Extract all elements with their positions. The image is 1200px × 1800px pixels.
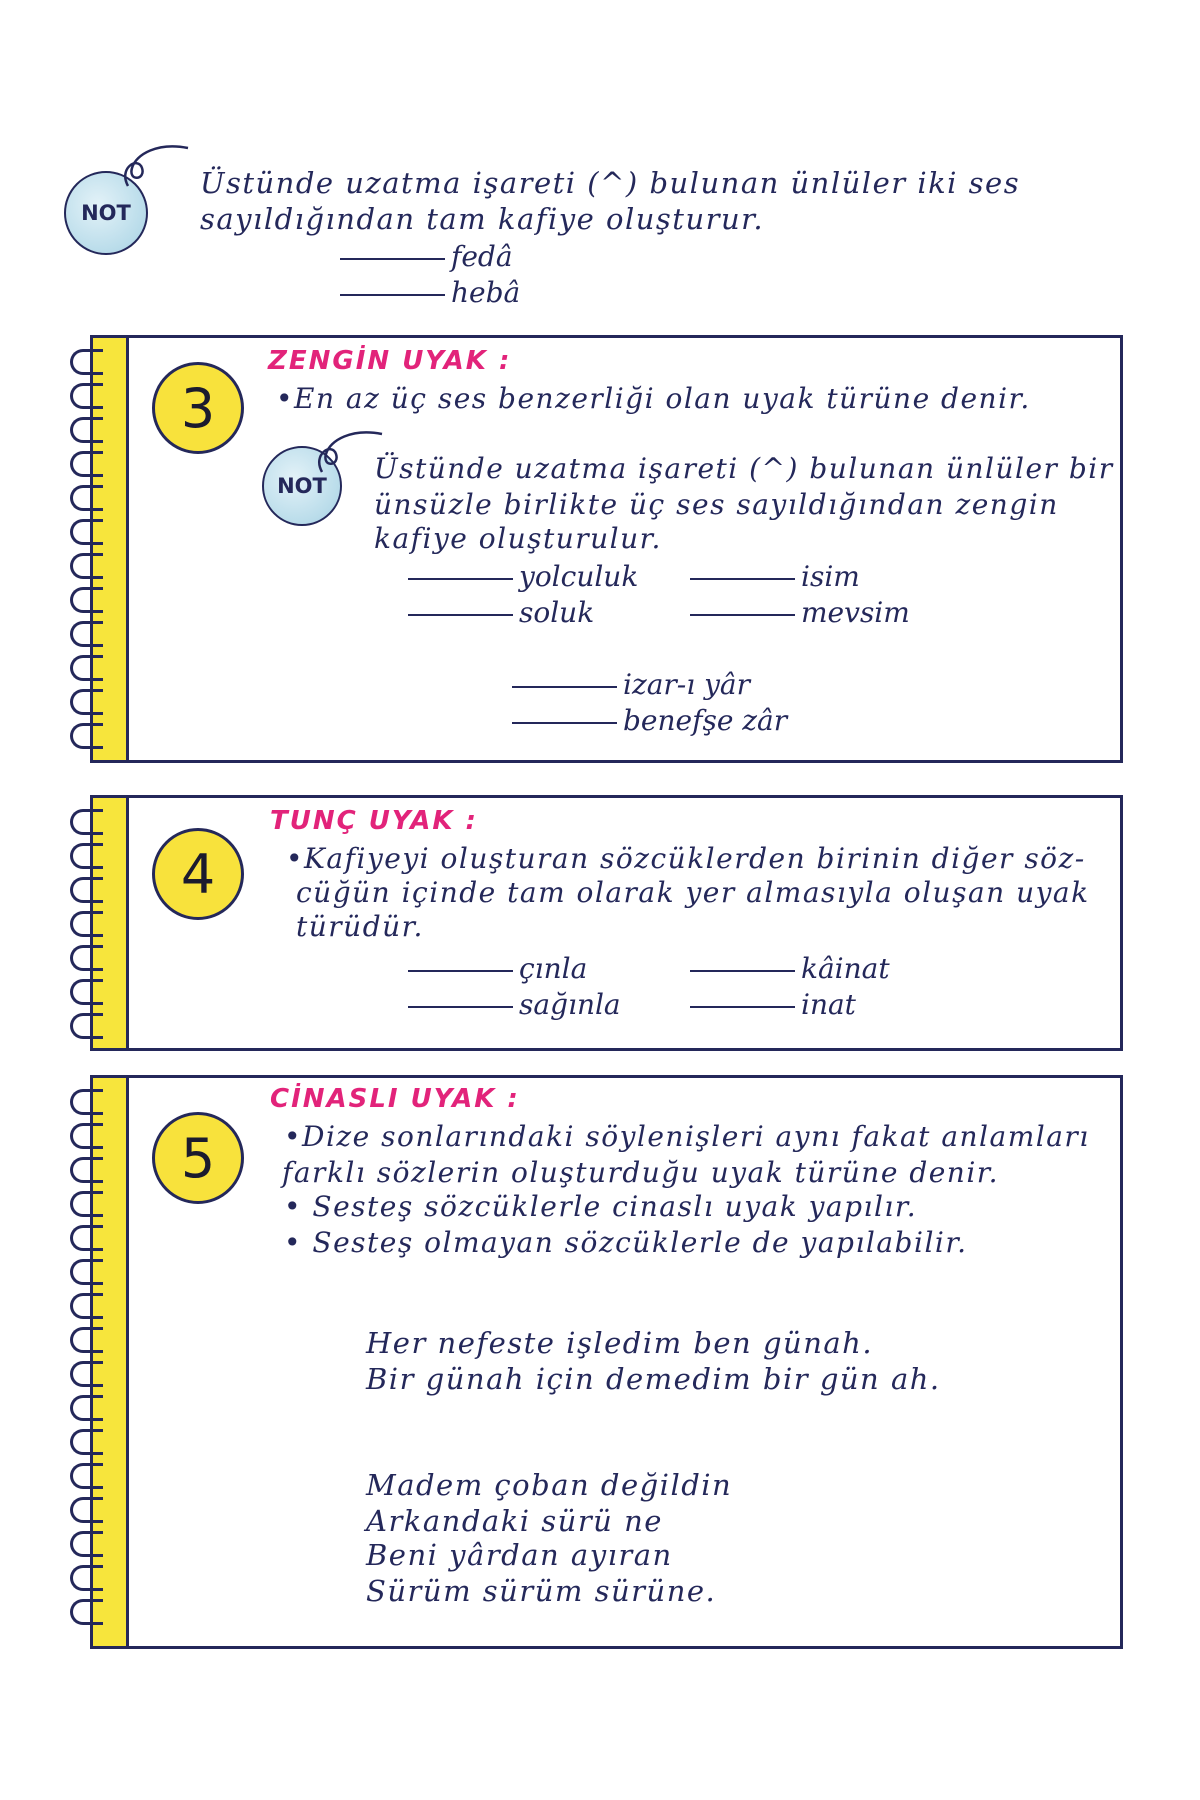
example-row: [690, 988, 856, 1021]
section-heading: TUNÇ UYAK :: [270, 806, 478, 836]
spiral-ring: [70, 1123, 103, 1149]
spiral-ring: [70, 1565, 103, 1591]
verse-line: Sürüm sürüm sürüne.: [366, 1574, 717, 1608]
spiral-ring: [70, 1497, 103, 1523]
top-note-line-1: Üstünde uzatma işareti (^) bulunan ünlüler iki ses: [200, 166, 1021, 200]
example-word: mevsim: [801, 596, 910, 629]
spiral-ring: [70, 1463, 103, 1489]
example-word: çınla: [519, 952, 588, 985]
spiral-ring: [70, 877, 103, 903]
example-word: isim: [801, 560, 860, 593]
spiral-ring: [70, 1089, 103, 1115]
top-note-line-2: sayıldığından tam kafiye oluşturur.: [200, 202, 765, 236]
spiral-rings: [70, 1075, 114, 1643]
blank-line: [408, 1006, 513, 1008]
example-row: [512, 704, 787, 737]
bullet-text: • Sesteş sözcüklerle cinaslı uyak yapılır.: [284, 1190, 918, 1223]
spiral-ring: [70, 911, 103, 937]
spiral-rings: [70, 795, 114, 1045]
spiral-ring: [70, 417, 103, 443]
example-row: [690, 952, 890, 985]
not-badge-label: NOT: [81, 201, 131, 225]
spiral-ring: [70, 1157, 103, 1183]
spiral-ring: [70, 519, 103, 545]
blank-line: [512, 686, 617, 688]
spiral-ring: [70, 1293, 103, 1319]
example-word: izar-ı yâr: [623, 668, 750, 701]
spiral-ring: [70, 451, 103, 477]
spiral-ring: [70, 979, 103, 1005]
spiral-ring: [70, 1327, 103, 1353]
section-number: [152, 1112, 244, 1204]
blank-line: [340, 294, 445, 296]
note-line: Üstünde uzatma işareti (^) bulunan ünlüler bir: [374, 452, 1114, 485]
example-word: yolculuk: [519, 560, 639, 593]
spiral-ring: [70, 945, 103, 971]
spiral-ring: [70, 843, 103, 869]
example-word: sağınla: [519, 988, 621, 1021]
example-row: [690, 596, 910, 629]
example-word: fedâ: [451, 240, 513, 273]
example-row: [408, 952, 587, 985]
bullet-text: farklı sözlerin oluşturduğu uyak türüne denir.: [282, 1156, 1000, 1189]
bullet-text: • Sesteş olmayan sözcüklerle de yapılabilir.: [284, 1226, 968, 1259]
section-heading: CİNASLI UYAK :: [270, 1084, 520, 1114]
spiral-ring: [70, 553, 103, 579]
spiral-ring: [70, 1361, 103, 1387]
example-row: [408, 988, 621, 1021]
verse-line: Her nefeste işledim ben günah.: [366, 1326, 874, 1360]
example-word: inat: [801, 988, 856, 1021]
spiral-ring: [70, 1395, 103, 1421]
string-icon: [118, 138, 198, 198]
blank-line: [408, 614, 513, 616]
spiral-ring: [70, 587, 103, 613]
spiral-ring: [70, 1013, 103, 1039]
spiral-ring: [70, 1531, 103, 1557]
example-row: [512, 668, 750, 701]
section-number-label: 4: [180, 842, 216, 906]
blank-line: [512, 722, 617, 724]
verse-line: Madem çoban değildin: [366, 1468, 733, 1502]
bullet-text: •Dize sonlarındaki söylenişleri aynı fakat anlamları: [284, 1120, 1090, 1153]
bullet-text: cüğün içinde tam olarak yer almasıyla oluşan uyak: [296, 876, 1090, 909]
spiral-ring: [70, 349, 103, 375]
blank-line: [690, 970, 795, 972]
bullet-text: •Kafiyeyi oluşturan sözcüklerden birinin diğer söz-: [286, 842, 1086, 875]
spiral-ring: [70, 485, 103, 511]
verse-line: Arkandaki sürü ne: [366, 1504, 663, 1538]
bullet-text: •En az üç ses benzerliği olan uyak türüne denir.: [276, 382, 1031, 415]
not-badge-label: NOT: [277, 474, 327, 498]
blank-line: [690, 614, 795, 616]
bullet-text: türüdür.: [296, 910, 424, 943]
example-word: benefşe zâr: [623, 704, 788, 737]
spiral-ring: [70, 809, 103, 835]
section-number-label: 5: [180, 1126, 216, 1190]
section-number-label: 3: [180, 376, 216, 440]
example-word: hebâ: [451, 276, 521, 309]
note-line: kafiye oluşturulur.: [374, 522, 662, 555]
spiral-ring: [70, 655, 103, 681]
spiral-ring: [70, 723, 103, 749]
note-line: ünsüzle birlikte üç ses sayıldığından zengin: [374, 488, 1059, 521]
spiral-ring: [70, 1191, 103, 1217]
spiral-ring: [70, 1429, 103, 1455]
example-row: [408, 560, 638, 593]
blank-line: [690, 1006, 795, 1008]
spiral-ring: [70, 1225, 103, 1251]
verse-line: Bir günah için demedim bir gün ah.: [366, 1362, 941, 1396]
example-word: soluk: [519, 596, 595, 629]
spiral-ring: [70, 689, 103, 715]
blank-line: [408, 578, 513, 580]
section-number: [152, 828, 244, 920]
example-row: [690, 560, 860, 593]
blank-line: [408, 970, 513, 972]
example-word: kâinat: [801, 952, 890, 985]
section-number: [152, 362, 244, 454]
spiral-ring: [70, 1259, 103, 1285]
spiral-ring: [70, 621, 103, 647]
spiral-ring: [70, 1599, 103, 1625]
example-row: [340, 240, 513, 273]
blank-line: [340, 258, 445, 260]
example-row: [340, 276, 520, 309]
example-row: [408, 596, 594, 629]
blank-line: [690, 578, 795, 580]
section-heading: ZENGİN UYAK :: [268, 346, 512, 376]
spiral-rings: [70, 335, 114, 757]
verse-line: Beni yârdan ayıran: [366, 1538, 673, 1572]
spiral-ring: [70, 383, 103, 409]
